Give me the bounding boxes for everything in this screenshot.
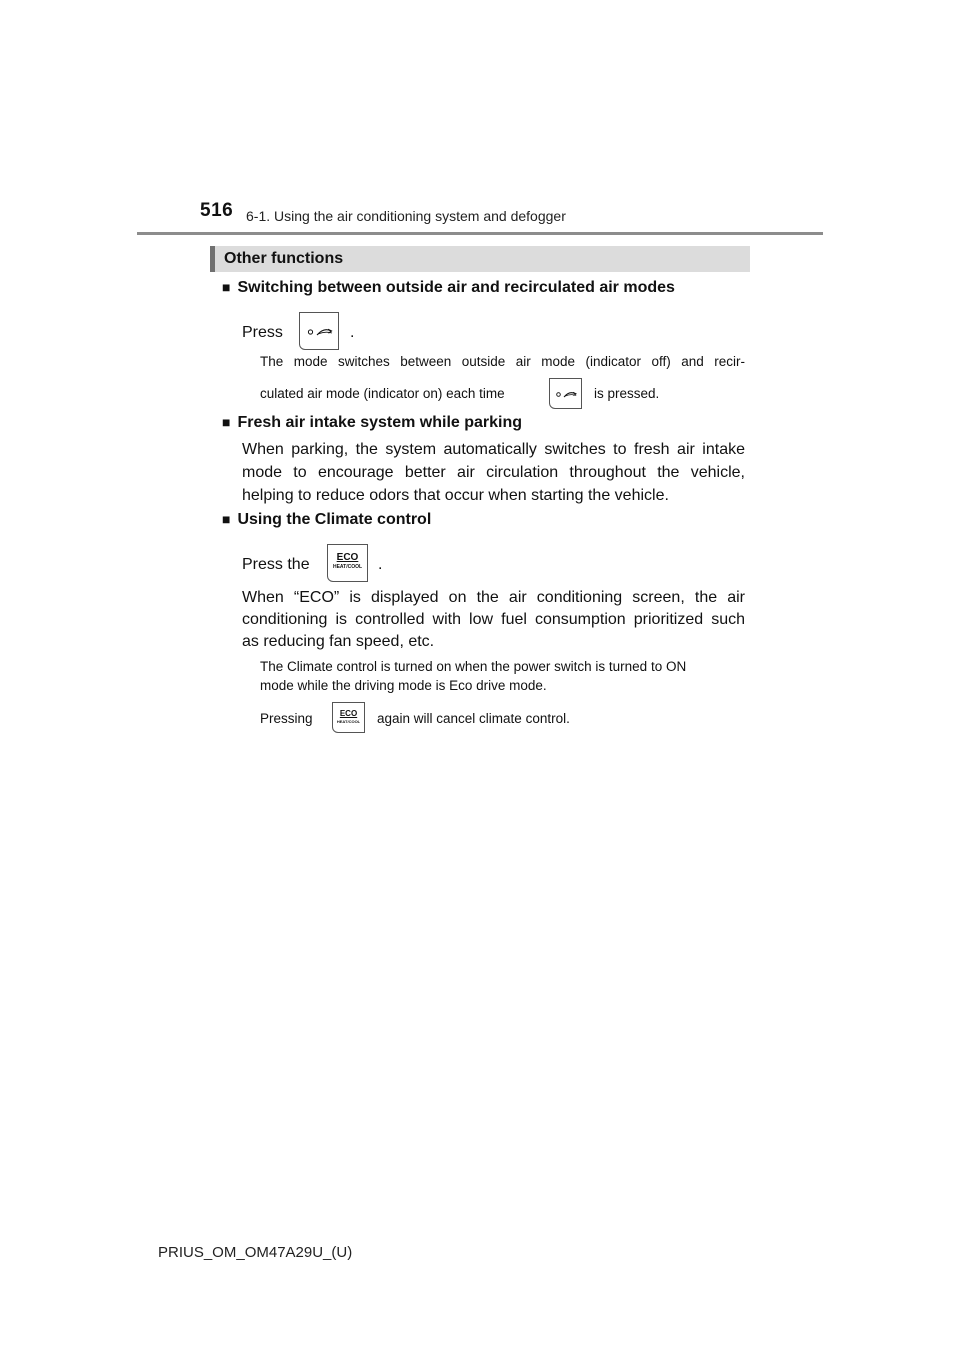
- climate-press-suffix: .: [378, 556, 383, 573]
- fresh-air-heading: [222, 414, 522, 432]
- section-title-bar: [210, 246, 750, 272]
- air-mode-heading-text: Switching between outside air and recirculated air modes: [237, 279, 675, 296]
- fresh-air-heading-text: Fresh air intake system while parking: [237, 414, 523, 431]
- eco-heat-cool-button-small: [332, 702, 365, 733]
- fresh-air-line2: mode to encourage better air circulation throughout the vehicle,: [242, 464, 745, 481]
- section-title: Other functions: [224, 250, 344, 267]
- recirculated-air-icon: [550, 379, 583, 410]
- heat-cool-button-label: HEAT/COOL: [332, 564, 363, 570]
- page-number: 516: [200, 200, 234, 221]
- recirculation-button-small: [549, 378, 582, 409]
- square-bullet-icon: ■: [222, 511, 231, 527]
- air-mode-note-line1: The mode switches between outside air mode (indicator off) and recir-: [260, 354, 745, 369]
- document-code: PRIUS_OM_OM47A29U_(U): [158, 1244, 353, 1261]
- climate-pressing-suffix: again will cancel climate control.: [377, 711, 570, 726]
- climate-line2: conditioning is controlled with low fuel consumption prioritized such: [242, 611, 745, 628]
- fresh-air-line3: helping to reduce odors that occur when starting the vehicle.: [242, 487, 669, 504]
- air-mode-note-line2-prefix: culated air mode (indicator on) each time: [260, 386, 505, 401]
- air-mode-note-line2-suffix: is pressed.: [594, 386, 660, 401]
- square-bullet-icon: ■: [222, 279, 231, 295]
- air-mode-heading: [222, 279, 675, 297]
- air-mode-press-prefix: Press: [242, 324, 283, 341]
- air-mode-press-suffix: .: [350, 324, 355, 341]
- fresh-air-line1: When parking, the system automatically switches to fresh air intake: [242, 441, 745, 458]
- climate-press-prefix: Press the: [242, 556, 310, 573]
- climate-line1: When “ECO” is displayed on the air conditioning screen, the air: [242, 589, 745, 606]
- recirculation-button: [299, 312, 339, 350]
- climate-line3: as reducing fan speed, etc.: [242, 633, 435, 650]
- chapter-title: 6-1. Using the air conditioning system and defogger: [246, 208, 566, 224]
- climate-note-line2: mode while the driving mode is Eco drive mode.: [260, 678, 547, 693]
- header-rule: [137, 232, 823, 235]
- recirculated-air-icon: [300, 313, 340, 351]
- climate-heading: [222, 511, 431, 529]
- climate-note-line1: The Climate control is turned on when the power switch is turned to ON: [260, 659, 687, 674]
- eco-button-label: ECO: [339, 709, 358, 718]
- heat-cool-button-label: HEAT/COOL: [336, 719, 361, 724]
- climate-heading-text: Using the Climate control: [237, 511, 432, 528]
- eco-heat-cool-button: [327, 544, 368, 582]
- square-bullet-icon: ■: [222, 414, 231, 430]
- eco-button-label: ECO: [336, 552, 359, 563]
- climate-pressing-prefix: Pressing: [260, 711, 313, 726]
- section-bar-accent: [210, 246, 215, 272]
